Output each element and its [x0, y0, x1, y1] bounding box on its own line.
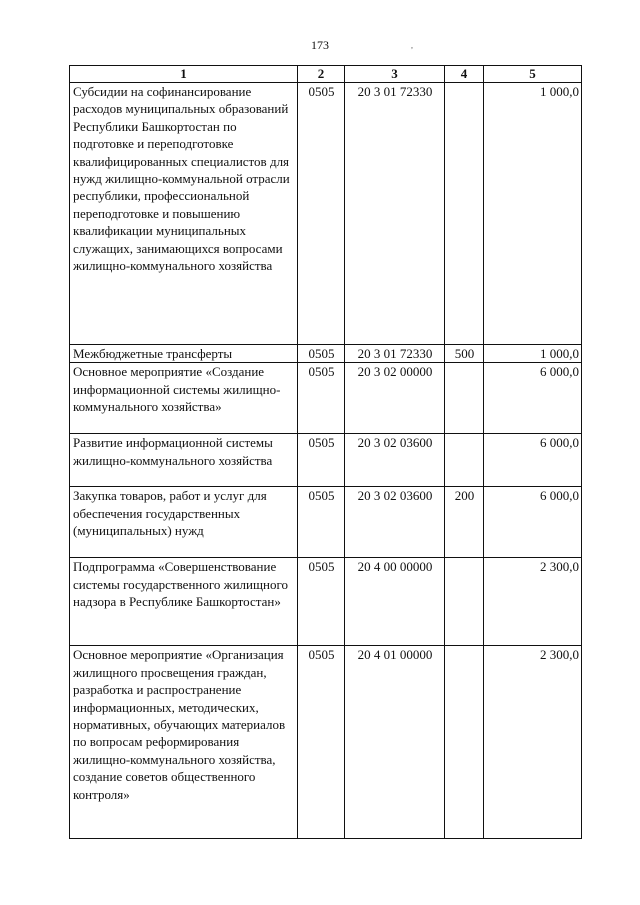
row-name: Субсидии на софинансирование расходов муниципальных образований Республики Башкортостан по подготовке и переподготовке квалифицированных специалистов для нужд жилищно-коммунальной отрасли республики, профессиональной переподготовке и повышению квалификации муниципальных служащих, занимающихся вопросами жилищно-коммунального хозяйства [70, 83, 298, 345]
row-name: Межбюджетные трансферты [70, 345, 298, 363]
row-type: 500 [445, 345, 484, 363]
header-col-2: 2 [298, 66, 345, 83]
row-type [445, 646, 484, 839]
row-amount: 2 300,0 [484, 646, 582, 839]
row-target: 20 3 02 00000 [345, 363, 445, 434]
table-row [70, 558, 582, 646]
page-number: 173 [311, 38, 329, 52]
margin-mark: , [411, 41, 413, 50]
header-col-4: 4 [445, 66, 484, 83]
row-section: 0505 [298, 345, 345, 363]
row-name: Основное мероприятие «Создание информационной системы жилищно-коммунального хозяйства» [70, 363, 298, 434]
row-section: 0505 [298, 487, 345, 558]
row-amount: 6 000,0 [484, 363, 582, 434]
table-row [70, 434, 582, 487]
table-row [70, 83, 582, 345]
row-amount: 1 000,0 [484, 345, 582, 363]
row-type [445, 434, 484, 487]
row-target: 20 3 02 03600 [345, 434, 445, 487]
row-target: 20 4 01 00000 [345, 646, 445, 839]
row-section: 0505 [298, 558, 345, 646]
row-type [445, 83, 484, 345]
row-name: Закупка товаров, работ и услуг для обеспечения государственных (муниципальных) нужд [70, 487, 298, 558]
row-amount: 6 000,0 [484, 434, 582, 487]
row-type [445, 363, 484, 434]
row-section: 0505 [298, 646, 345, 839]
row-name: Подпрограмма «Совершенствование системы государственного жилищного надзора в Республике Башкортостан» [70, 558, 298, 646]
table-row [70, 487, 582, 558]
row-name: Развитие информационной системы жилищно-коммунального хозяйства [70, 434, 298, 487]
row-type: 200 [445, 487, 484, 558]
row-amount: 1 000,0 [484, 83, 582, 345]
row-target: 20 4 00 00000 [345, 558, 445, 646]
row-amount: 6 000,0 [484, 487, 582, 558]
row-name: Основное мероприятие «Организация жилищного просвещения граждан, разработка и распространение информационных, методических, нормативных, обучающих материалов по вопросам реформирования жилищно-коммунального хозяйства, создание советов общественного контроля» [70, 646, 298, 839]
row-type [445, 558, 484, 646]
header-col-5: 5 [484, 66, 582, 83]
row-section: 0505 [298, 363, 345, 434]
row-target: 20 3 01 72330 [345, 83, 445, 345]
row-target: 20 3 01 72330 [345, 345, 445, 363]
header-col-3: 3 [345, 66, 445, 83]
table-row [70, 646, 582, 839]
table-row [70, 345, 582, 363]
row-section: 0505 [298, 434, 345, 487]
row-target: 20 3 02 03600 [345, 487, 445, 558]
row-amount: 2 300,0 [484, 558, 582, 646]
header-col-1: 1 [70, 66, 298, 83]
budget-table [69, 65, 582, 839]
table-row [70, 363, 582, 434]
table-header-row [70, 66, 582, 83]
row-section: 0505 [298, 83, 345, 345]
